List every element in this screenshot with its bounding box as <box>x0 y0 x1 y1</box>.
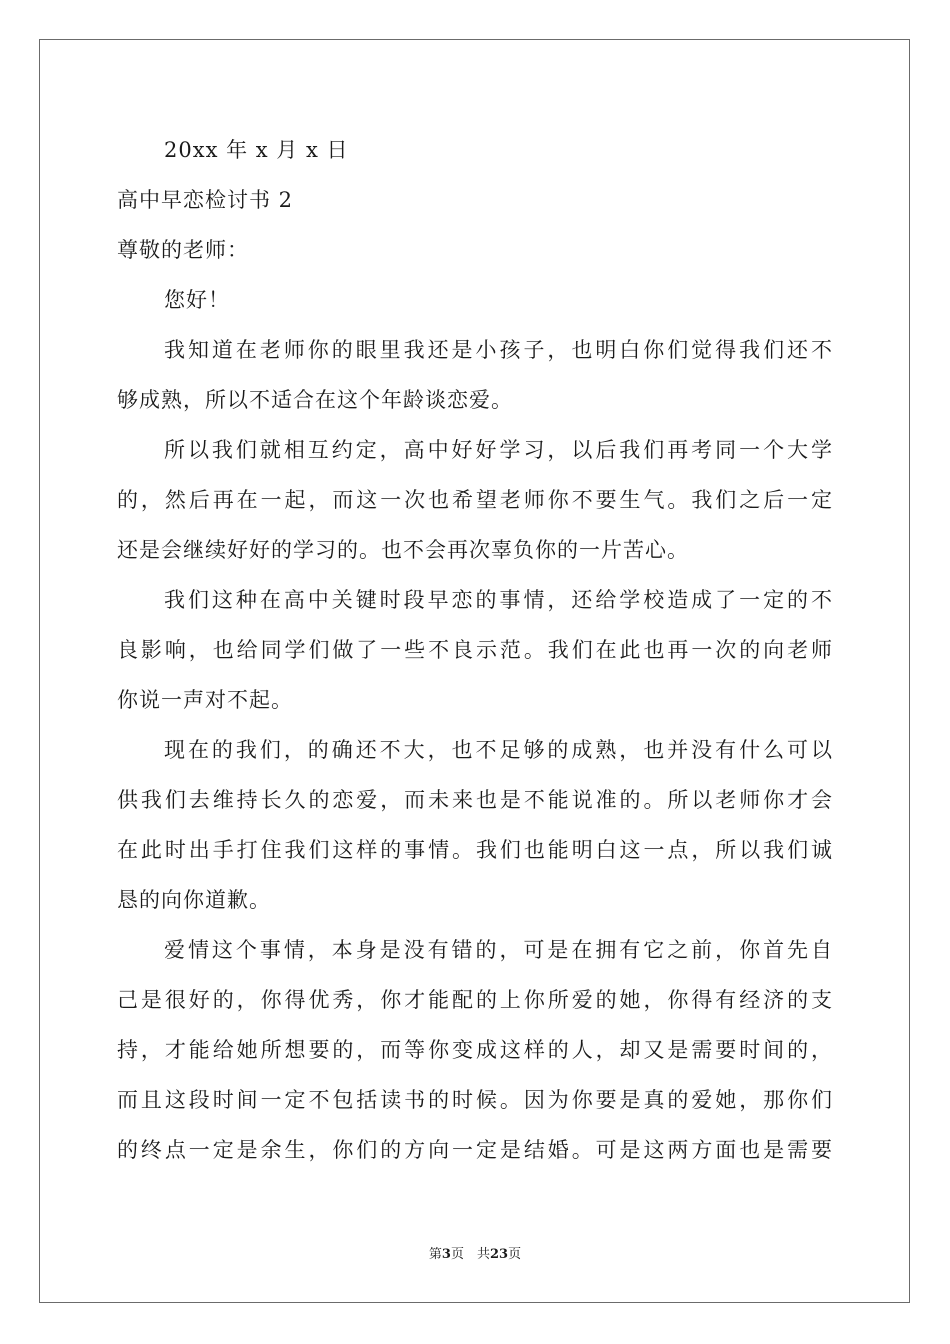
body-line: 我知道在老师你的眼里我还是小孩子，也明白你们觉得我们还不 <box>164 338 832 362</box>
footer-prefix: 第 <box>428 1247 442 1262</box>
body-line: 够成熟，所以不适合在这个年龄谈恋爱。 <box>117 388 513 412</box>
current-page-number: 3 <box>441 1247 451 1262</box>
body-line: 供我们去维持长久的恋爱，而未来也是不能说准的。所以老师你才会 <box>117 788 832 812</box>
document-title: 高中早恋检讨书 2 <box>117 188 294 212</box>
body-line: 现在的我们，的确还不大，也不足够的成熟，也并没有什么可以 <box>164 738 832 762</box>
body-line: 还是会继续好好的学习的。也不会再次辜负你的一片苦心。 <box>117 538 689 562</box>
body-line: 良影响，也给同学们做了一些不良示范。我们在此也再一次的向老师 <box>117 638 832 662</box>
body-line: 在此时出手打住我们这样的事情。我们也能明白这一点，所以我们诚 <box>117 838 832 862</box>
page-footer <box>0 1246 950 1264</box>
body-line: 你说一声对不起。 <box>117 688 293 712</box>
footer-suffix: 页 <box>508 1247 522 1262</box>
total-pages-number: 23 <box>489 1247 509 1262</box>
body-line: 恳的向你道歉。 <box>117 888 271 912</box>
body-line: 的终点一定是余生，你们的方向一定是结婚。可是这两方面也是需要 <box>117 1138 832 1162</box>
salutation: 尊敬的老师： <box>117 238 249 262</box>
body-line: 所以我们就相互约定，高中好好学习，以后我们再考同一个大学 <box>164 438 832 462</box>
body-line: 持，才能给她所想要的，而等你变成这样的人，却又是需要时间的， <box>117 1038 832 1062</box>
body-line: 而且这段时间一定不包括读书的时候。因为你要是真的爱她，那你们 <box>117 1088 832 1112</box>
body-line: 己是很好的，你得优秀，你才能配的上你所爱的她，你得有经济的支 <box>117 988 832 1012</box>
date-line: 20xx 年 x 月 x 日 <box>164 138 349 162</box>
greeting: 您好！ <box>164 288 230 312</box>
footer-middle: 页 共 <box>450 1247 490 1262</box>
body-line: 的，然后再在一起，而这一次也希望老师你不要生气。我们之后一定 <box>117 488 832 512</box>
body-line: 爱情这个事情，本身是没有错的，可是在拥有它之前，你首先自 <box>164 938 832 962</box>
body-line: 我们这种在高中关键时段早恋的事情，还给学校造成了一定的不 <box>164 588 832 612</box>
